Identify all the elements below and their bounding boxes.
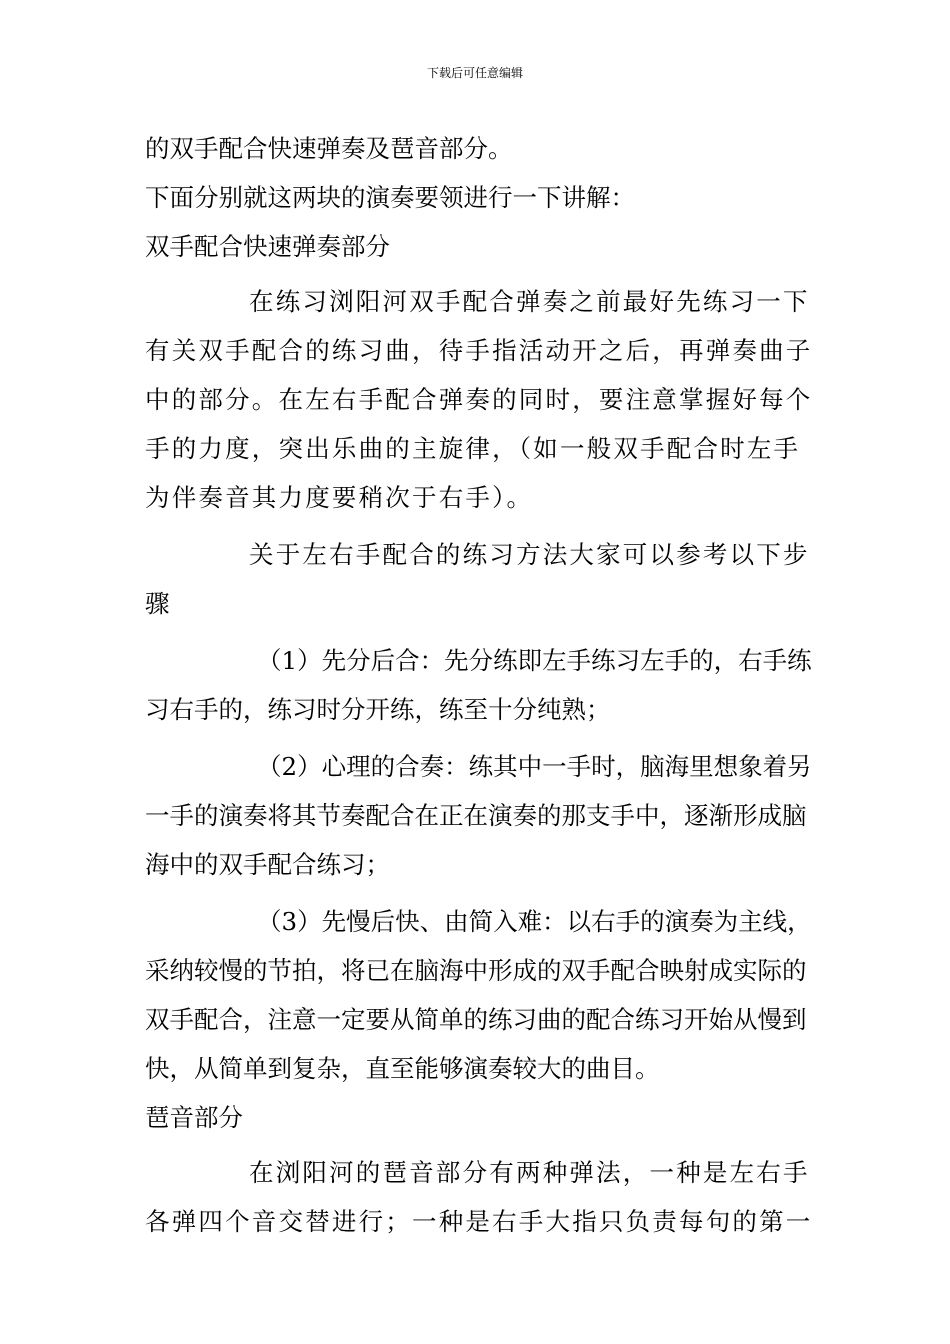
paragraph-continuation: 的双手配合快速弹奏及琶音部分。 <box>145 134 513 163</box>
section-heading-two-hands: 双手配合快速弹奏部分 <box>145 232 390 261</box>
list-item-step-2: （2）心理的合奏：练其中一手时，脑海里想象着另一手的演奏将其节奏配合在正在演奏的那支手中，逐渐形成脑海中的双手配合练习； <box>145 752 812 879</box>
list-item-step-3: （3）先慢后快、由简入难：以右手的演奏为主线，采纳较慢的节拍，将已在脑海中形成的双手配合映射成实际的双手配合，注意一定要从简单的练习曲的配合练习开始从慢到快，从简单到复杂，直至能够演奏较大的曲目。 <box>145 907 812 1083</box>
paragraph-practice-method: 关于左右手配合的练习方法大家可以参考以下步骤 <box>145 540 810 618</box>
paragraph-intro: 下面分别就这两块的演奏要领进行一下讲解： <box>145 183 635 212</box>
page-header: 下载后可任意编辑 <box>426 66 523 80</box>
section-heading-arpeggio: 琶音部分 <box>145 1103 243 1132</box>
paragraph-arpeggio: 在浏阳河的琶音部分有两种弹法，一种是左右手各弹四个音交替进行；一种是右手大指只负责每句的第一 <box>145 1158 813 1236</box>
document-body <box>145 124 821 1246</box>
paragraph-two-hands: 在练习浏阳河双手配合弹奏之前最好先练习一下有关双手配合的练习曲，待手指活动开之后，再弹奏曲子中的部分。在左右手配合弹奏的同时，要注意掌握好每个手的力度，突出乐曲的主旋律，（如一般双手配合时左手为伴奏音其力度要稍次于右手）。 <box>145 287 813 512</box>
list-item-step-1: （1）先分后合：先分练即左手练习左手的，右手练习右手的，练习时分开练，练至十分纯熟； <box>145 646 812 724</box>
